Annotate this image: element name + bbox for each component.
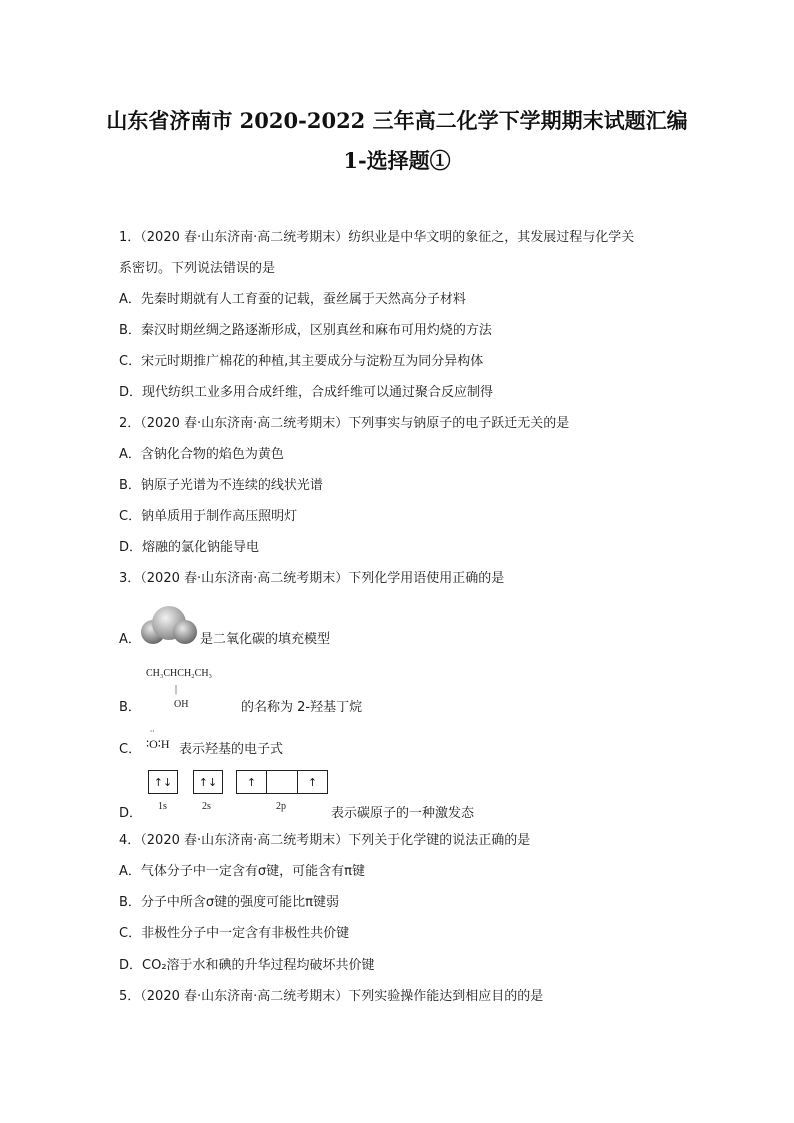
- question-2-option-d: D．熔融的氯化钠能导电: [119, 540, 260, 555]
- question-1-option-c: C．宋元时期推广棉花的种植,其主要成分与淀粉互为同分异构体: [119, 354, 484, 369]
- structural-formula-bond: |: [175, 684, 178, 695]
- orbital-box-2s: ↑↓: [193, 770, 223, 794]
- question-4-option-c: C．非极性分子中一定含有非极性共价键: [119, 926, 350, 941]
- question-2-option-a: A．含钠化合物的焰色为黄色: [119, 447, 284, 462]
- question-3-option-d-letter: D．: [119, 806, 143, 821]
- question-4-stem: 4．（2020 春·山东济南·高二统考期末）下列关于化学键的说法正确的是: [119, 833, 531, 848]
- orbital-box-2p-1: ↑: [236, 770, 267, 794]
- question-4-option-b: B．分子中所含σ键的强度可能比π键弱: [119, 895, 339, 910]
- question-1-option-d: D．现代纺织工业多用合成纤维，合成纤维可以通过聚合反应制得: [119, 385, 494, 400]
- atom-right: [173, 620, 197, 644]
- question-1-option-b: B．秦汉时期丝绸之路逐渐形成，区别真丝和麻布可用灼烧的方法: [119, 323, 492, 338]
- orbital-box-1s: ↑↓: [148, 770, 178, 794]
- structural-formula-main: CH₃CHCH₂CH₃: [146, 668, 213, 679]
- document-subtitle: 1-选择题①: [343, 148, 451, 173]
- question-3-option-c-text: 表示羟基的电子式: [179, 742, 284, 757]
- question-3-option-d-text: 表示碳原子的一种激发态: [331, 806, 475, 821]
- question-2-option-c: C．钠单质用于制作高压照明灯: [119, 509, 298, 524]
- question-3-option-a-letter: A．: [119, 632, 141, 647]
- question-4-option-a: A．气体分子中一定含有σ键，可能含有π键: [119, 864, 365, 879]
- question-2-option-b: B．钠原子光谱为不连续的线状光谱: [119, 478, 323, 493]
- orbital-label-2p: 2p: [276, 801, 286, 812]
- question-3-option-a-text: 是二氧化碳的填充模型: [200, 632, 331, 647]
- co2-space-filling-model: [138, 602, 202, 648]
- question-4-option-d: D．CO₂溶于水和碘的升华过程均破坏共价键: [119, 958, 375, 973]
- electron-dots-top: ∙∙: [150, 726, 155, 736]
- question-3-option-b-text: 的名称为 2-羟基丁烷: [241, 700, 363, 715]
- question-3-stem: 3．（2020 春·山东济南·高二统考期末）下列化学用语使用正确的是: [119, 571, 505, 586]
- structural-formula-oh: OH: [174, 699, 189, 710]
- question-3-option-b-letter: B．: [119, 700, 141, 715]
- question-2-stem: 2．（2020 春·山东济南·高二统考期末）下列事实与钠原子的电子跃迁无关的是: [119, 416, 570, 431]
- question-1-stem: 1．（2020 春·山东济南·高二统考期末）纺织业是中华文明的象征之，其发展过程与化学关: [119, 230, 635, 245]
- question-1-option-a: A．先秦时期就有人工育蚕的记载，蚕丝属于天然高分子材料: [119, 292, 466, 307]
- document-title: 山东省济南市 2020-2022 三年高二化学下学期期末试题汇编: [106, 108, 688, 133]
- electron-dot-formula: ∶O∶H: [146, 737, 170, 751]
- question-3-option-c-letter: C．: [119, 742, 142, 757]
- orbital-box-2p-2: [266, 770, 298, 794]
- orbital-label-2s: 2s: [202, 801, 211, 812]
- question-5-stem: 5．（2020 春·山东济南·高二统考期末）下列实验操作能达到相应目的的是: [119, 989, 544, 1004]
- question-1-stem-cont: 系密切。下列说法错误的是: [119, 261, 276, 276]
- orbital-label-1s: 1s: [158, 801, 167, 812]
- orbital-box-2p-3: ↑: [297, 770, 328, 794]
